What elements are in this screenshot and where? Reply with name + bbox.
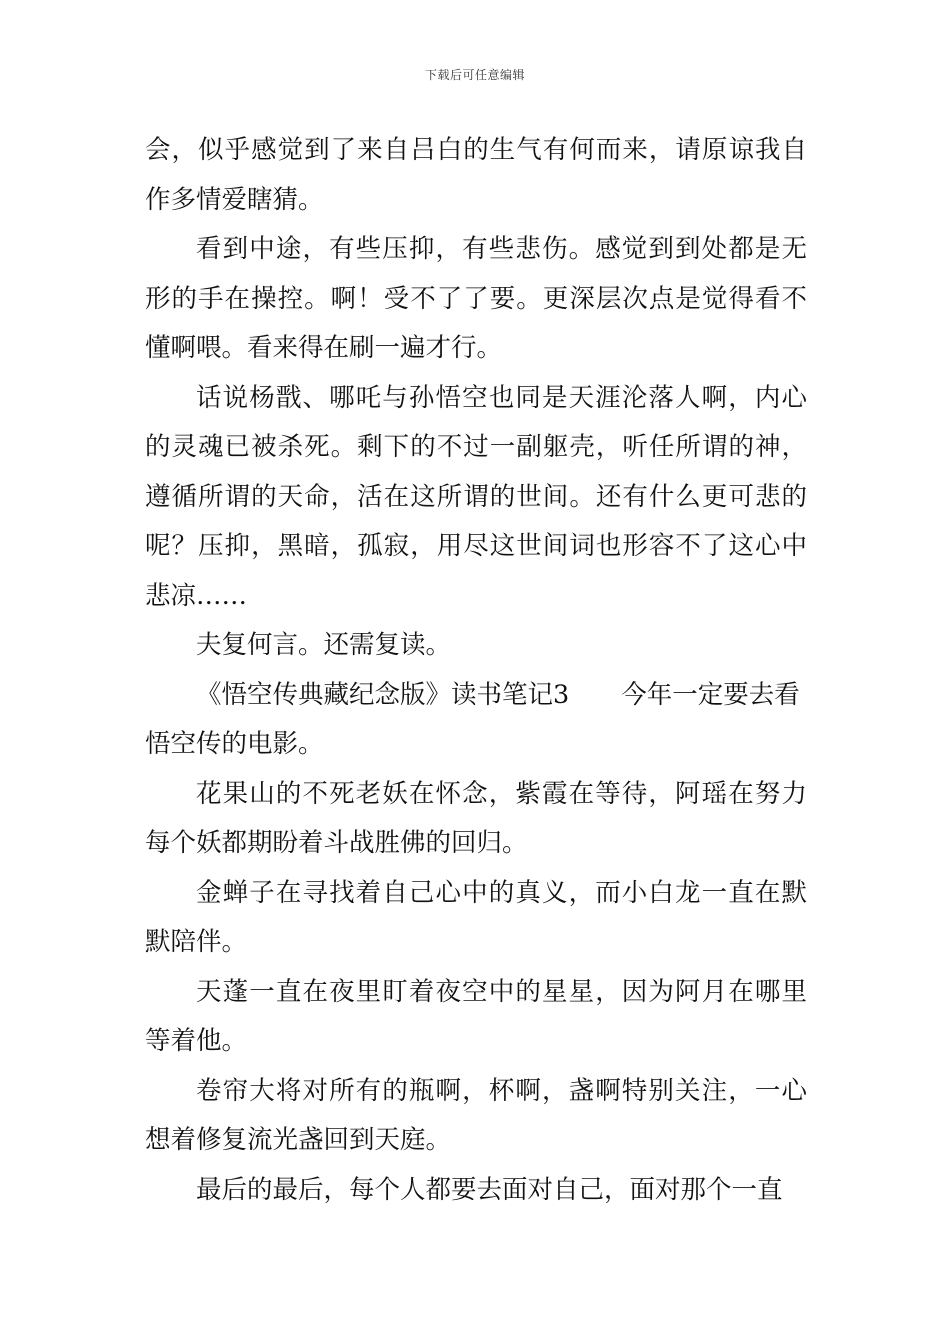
header-note: 下载后可任意编辑: [424, 68, 525, 82]
paragraph-6: 花果山的不死老妖在怀念，紫霞在等待，阿瑶在努力每个妖都期盼着斗战胜佛的回归。: [145, 778, 807, 858]
paragraph-8: 天蓬一直在夜里盯着夜空中的星星，因为阿月在哪里等着他。: [145, 976, 807, 1056]
paragraph-10: 最后的最后，每个人都要去面对自己，面对那个一直: [196, 1174, 783, 1205]
paragraph-2: 看到中途，有些压抑，有些悲伤。感觉到到处都是无形的手在操控。啊！受不了了要。更深层次点是觉得看不懂啊喂。看来得在刷一遍才行。: [145, 234, 807, 363]
section-title: 《悟空传典藏纪念版》读书笔记3: [196, 679, 570, 710]
section-title-paragraph: [145, 671, 807, 770]
section-title-rest: 悟空传的电影。: [145, 729, 324, 759]
paragraph-4: 夫复何言。还需复读。: [196, 630, 452, 660]
document-body: [145, 126, 807, 1215]
paragraph-1: 会，似乎感觉到了来自吕白的生气有何而来，请原谅我自作多情爱瞎猜。: [145, 135, 807, 215]
section-title-lead: 今年一定要去看: [621, 679, 800, 710]
paragraph-9: 卷帘大将对所有的瓶啊，杯啊，盏啊特别关注，一心想着修复流光盏回到天庭。: [145, 1075, 807, 1155]
paragraph-7: 金蝉子在寻找着自己心中的真义，而小白龙一直在默默陪伴。: [145, 877, 807, 957]
paragraph-3: 话说杨戬、哪吒与孙悟空也同是天涯沦落人啊，内心的灵魂已被杀死。剩下的不过一副躯壳，听任所谓的神，遵循所谓的天命，活在这所谓的世间。还有什么更可悲的呢？压抑，黑暗，孤寂，用尽这世间词也形容不了这心中悲凉……: [145, 382, 807, 611]
